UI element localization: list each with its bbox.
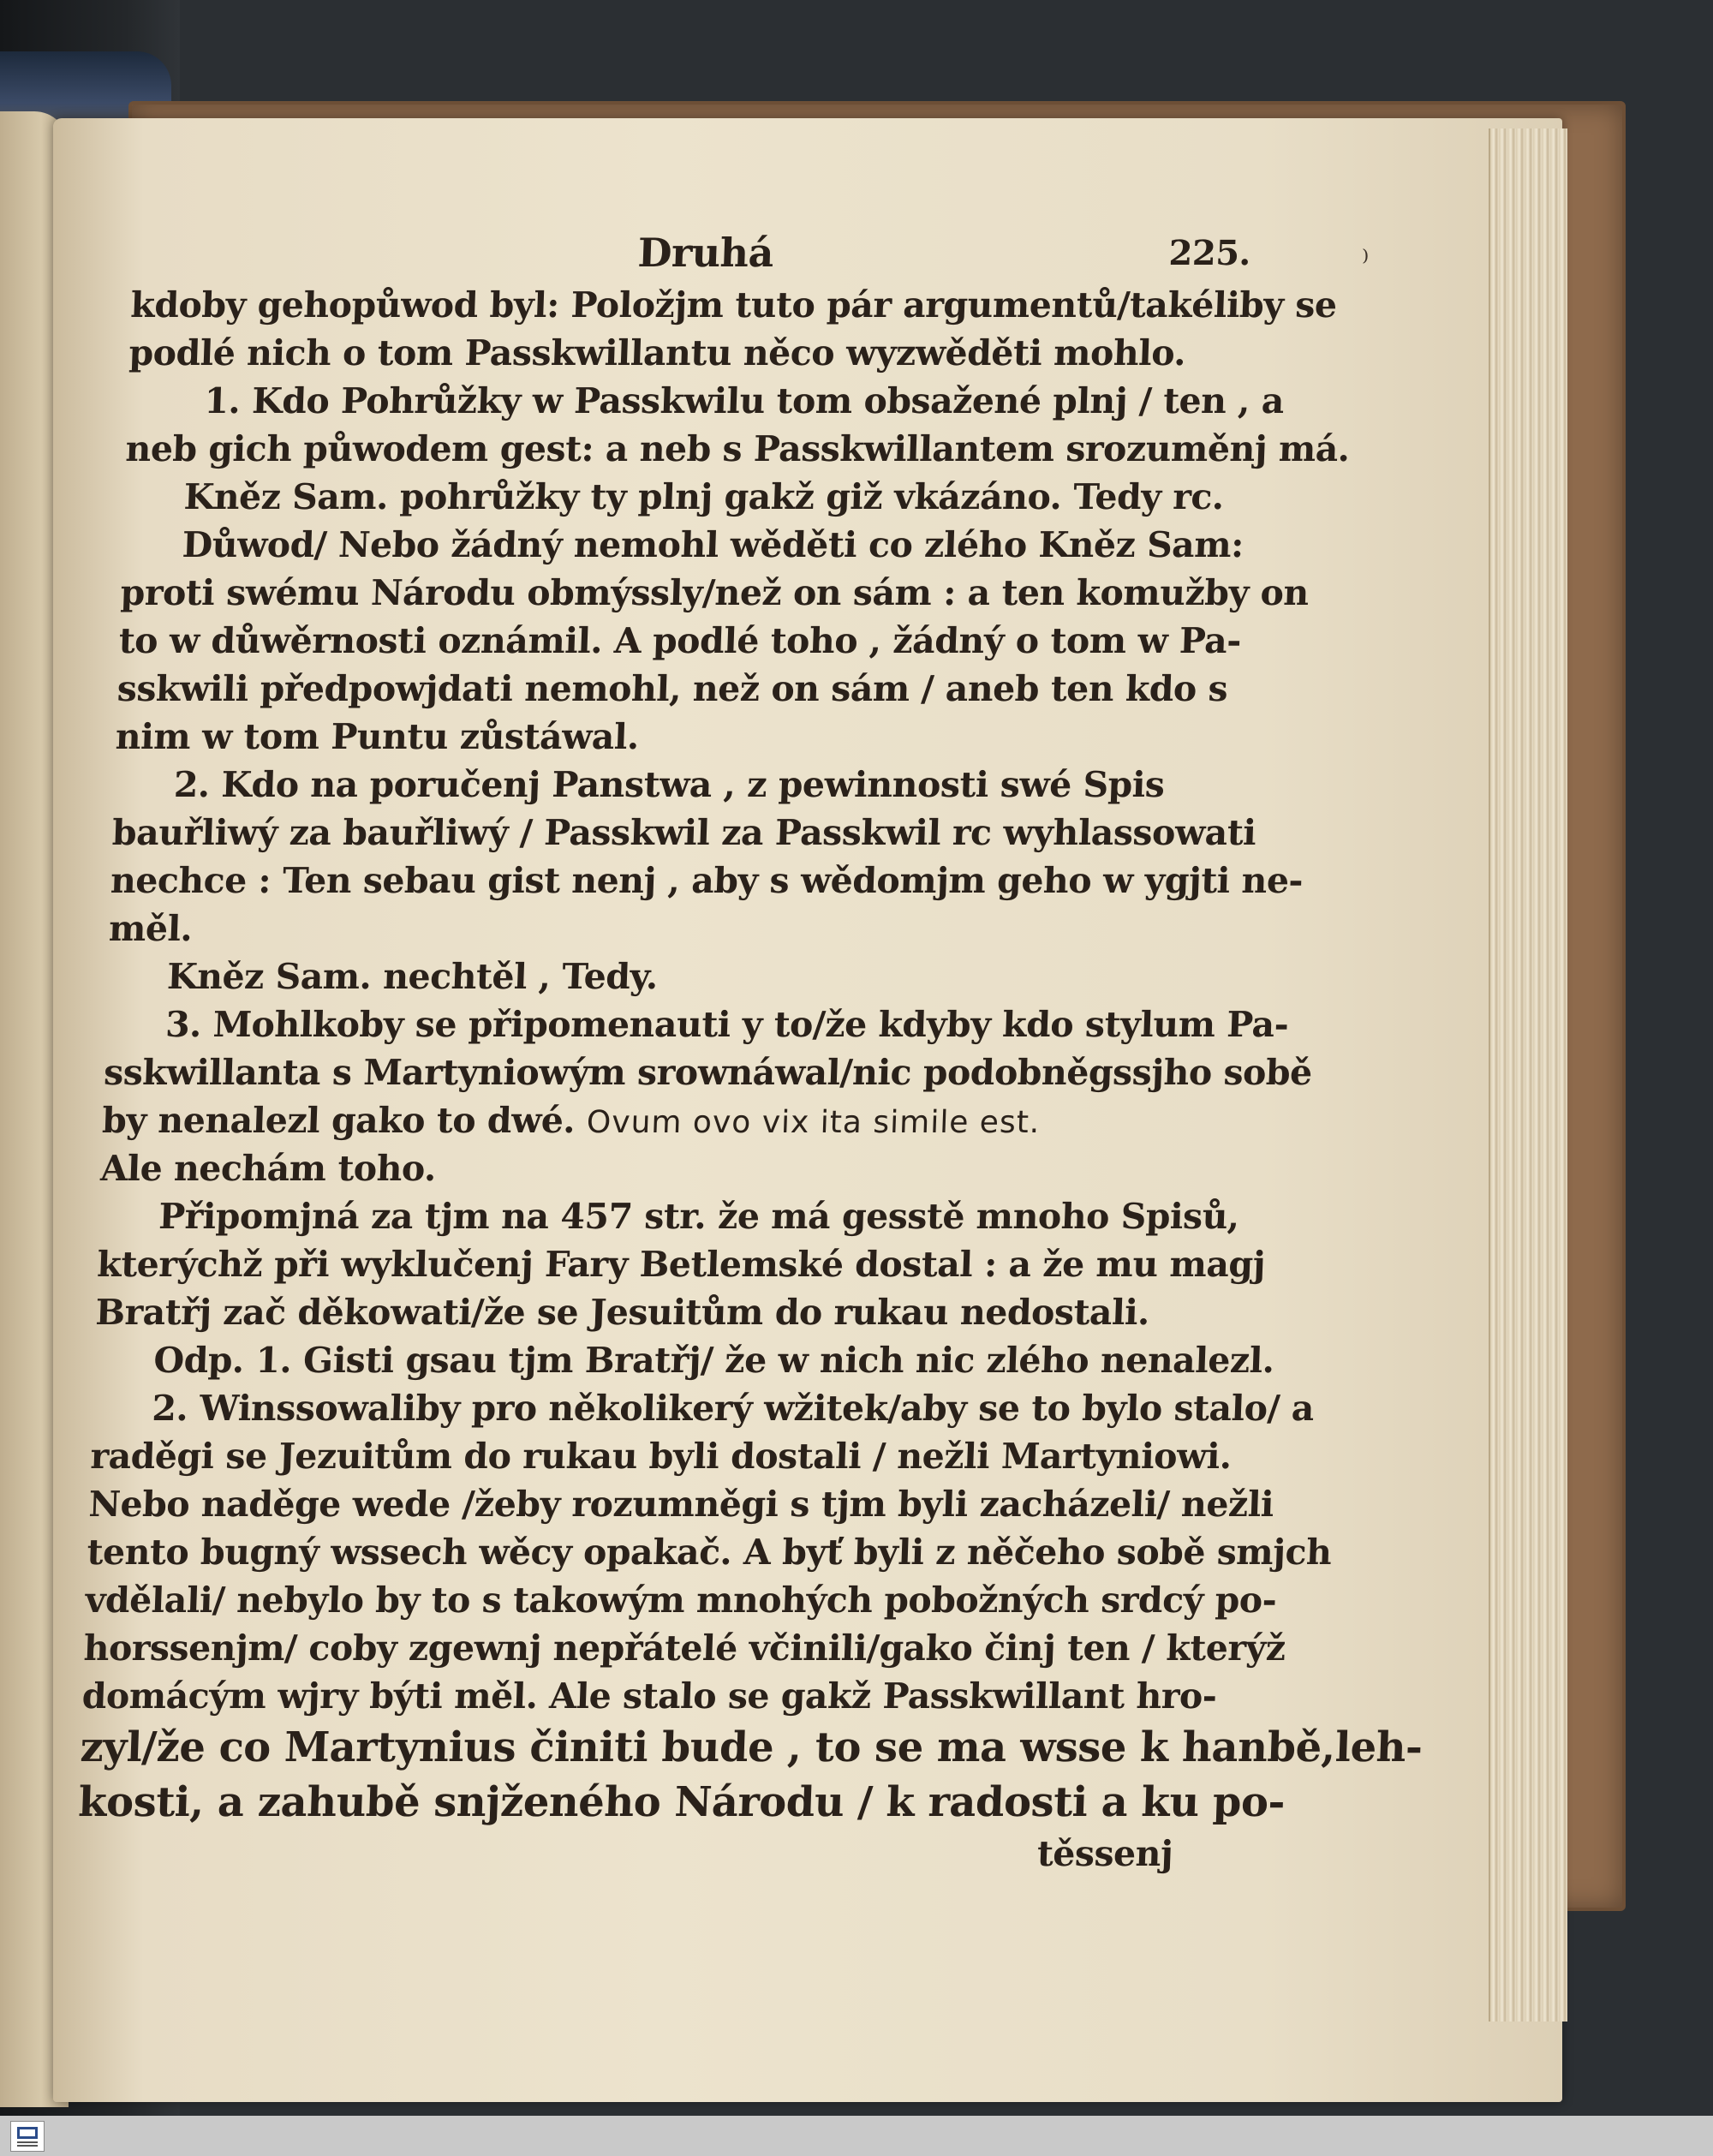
text-line: Bratřj zač děkowati/že se Jesuitům do rukau nedostali. xyxy=(94,1292,1150,1333)
text-line: podlé nich o tom Passkwillantu něco wyzwěděti mohlo. xyxy=(128,332,1187,373)
text-line: 3. Mohlkoby se připomenauti y to/že kdyby kdo stylum Pa- xyxy=(164,1004,1290,1045)
text-line: Kněz Sam. pohrůžky ty plnj gakž giž vkázáno. Tedy rc. xyxy=(182,476,1225,517)
text-line: Připomjná za tjm na 457 str. že má gesstě mnoho Spisů, xyxy=(158,1196,1240,1237)
text-line: kosti, a zahubě snjženého Národu / k radosti a ku po- xyxy=(77,1778,1286,1826)
page-header xyxy=(131,230,1263,281)
text-line: raděgi se Jezuitům do rukau byli dostali / nežli Martyniowi. xyxy=(89,1436,1233,1477)
text-line: sskwili předpowjdati nemohl, než on sám / aneb ten kdo s xyxy=(116,668,1229,709)
catchword: těssenj xyxy=(1036,1833,1174,1874)
text-line: to w důwěrnosti oznámil. A podlé toho , žádný o tom w Pa- xyxy=(117,620,1242,661)
page-number: 225. xyxy=(1167,233,1251,273)
text-line: vdělali/ nebylo by to s takowým mnohých pobožných srdcý po- xyxy=(84,1580,1278,1621)
text-line: nechce : Ten sebau gist nenj , aby s wědomjm geho w ygjti ne- xyxy=(110,860,1304,901)
library-logo-icon xyxy=(10,2121,45,2152)
text-line: horssenjm/ coby zgewnj nepřátelé včinili/gako činj ten / kterýž xyxy=(82,1627,1286,1669)
text-line: kdoby gehopůwod byl: Položjm tuto pár argumentů/takéliby se xyxy=(129,284,1338,325)
text-line: proti swému Národu obmýssly/než on sám : a ten komužby on xyxy=(119,572,1310,613)
viewer-footer-bar xyxy=(0,2116,1713,2156)
running-head: Druhá xyxy=(636,230,774,276)
text-line: Nebo naděge wede /žeby rozumněgi s tjm byli zacházeli/ nežli xyxy=(87,1484,1274,1525)
text-line: neb gich půwodem gest: a neb s Passkwillantem srozuměnj má. xyxy=(124,428,1351,469)
text-line: domácým wjry býti měl. Ale stalo se gakž Passkwillant hro- xyxy=(81,1675,1218,1717)
text-line-part: by nenalezl gako to dwé. xyxy=(101,1100,576,1141)
text-line: Kněz Sam. nechtěl , Tedy. xyxy=(166,956,659,997)
text-line: Důwod/ Nebo žádný nemohl wěděti co zlého Kněz Sam: xyxy=(181,524,1244,565)
library-logo-graphic xyxy=(15,2124,40,2148)
page-stack-edges xyxy=(1489,128,1567,2022)
page-text xyxy=(75,230,1424,1878)
text-line: 2. Kdo na poručenj Panstwa , z pewinnosti swé Spis xyxy=(173,764,1166,805)
text-line xyxy=(101,1096,1233,1144)
latin-quote: Ovum ovo vix ita simile est. xyxy=(586,1105,1041,1140)
text-line: nim w tom Puntu zůstáwal. xyxy=(115,716,640,757)
text-line: 2. Winssowaliby pro několikerý wžitek/aby se to bylo stalo/ a xyxy=(151,1388,1315,1429)
text-line: měl. xyxy=(108,908,194,949)
text-line: sskwillanta s Martyniowým srownáwal/nic podobněgssjho sobě xyxy=(103,1052,1313,1093)
text-line: tento bugný wssech wěcy opakač. A byť byli z něčeho sobě smjch xyxy=(86,1532,1333,1573)
text-line: zyl/že co Martynius činiti bude , to se ma wsse k hanbě,leh- xyxy=(79,1723,1424,1771)
margin-mark: ⁾ xyxy=(1362,244,1370,278)
text-line: 1. Kdo Pohrůžky w Passkwilu tom obsažené plnj / ten , a xyxy=(203,380,1285,421)
text-line: Ale nechám toho. xyxy=(99,1148,437,1189)
text-line: kterýchž při wyklučenj Fary Betlemské dostal : a že mu magj xyxy=(96,1244,1266,1285)
text-line: Odp. 1. Gisti gsau tjm Bratřj/ že w nich nic zlého nenalezl. xyxy=(152,1340,1275,1381)
text-line: bauřliwý za bauřliwý / Passkwil za Passkwil rc wyhlassowati xyxy=(111,812,1257,853)
